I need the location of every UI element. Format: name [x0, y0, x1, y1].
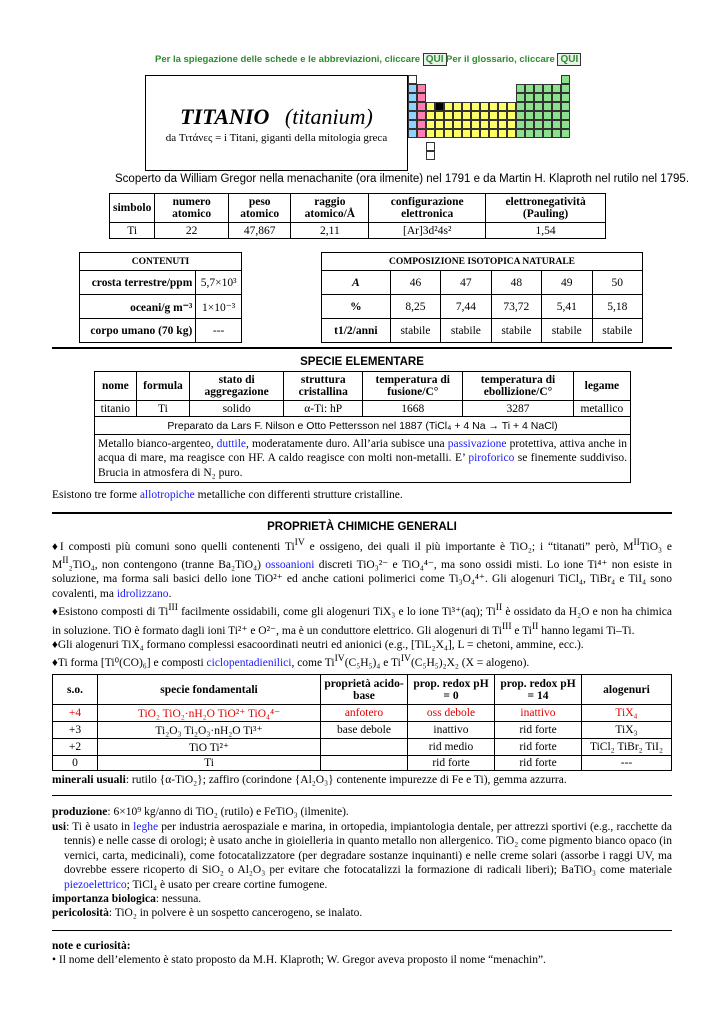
- pt-cell: [534, 102, 543, 111]
- pt-cell: [507, 129, 516, 138]
- pt-cell: [426, 102, 435, 111]
- pt-cell: [471, 111, 480, 120]
- pt-cell: [480, 102, 489, 111]
- species-prep: Preparato da Lars F. Nilson e Otto Pettersson nel 1887 (TiCl₄ + 4 Na → Ti + 4 NaCl): [95, 417, 631, 435]
- sup-iv-3: IV: [400, 653, 411, 665]
- pt-cell: [552, 111, 561, 120]
- element-latin-name: (titanium): [284, 104, 373, 129]
- pt-cell: [444, 120, 453, 129]
- desc-text-d: se finemente suddiviso. Brucia in atmosfera di N₂ puro.: [98, 452, 628, 479]
- chem-p1: ♦I composti più comuni sono quelli contenenti $Ti^{IV}$ e ossigeno, dei quali il più importante è TiO₂; i “titanati” però, $M^{II}TiO_3$ e $M^{II}_2TiO_4$, non contengono (tranne Ba₂TiO₄) ossoanioni discreti TiO₃²⁻ e TiO₄⁴⁻, ma sono ossidi misti. Lo ione Ti⁴⁺ non esiste in soluzione, ma forma sali basici dello ione TiO²⁺ ed anche cationi polimerici come Ti₃O₄⁴⁺. Gli alogenuri TiCl₄, TiBr₄ e TiI₄ sono covalenti, ma idrolizzano.: [52, 537, 672, 600]
- th-bond: legame: [573, 372, 630, 401]
- ox-row-0-species: TiO₂ TiO₂·nH₂O TiO²⁺ TiO₄⁴⁻: [98, 705, 321, 722]
- pt-cell: [453, 102, 462, 111]
- iso-mass-50: 50: [592, 271, 643, 295]
- th-halides: alogenuri: [582, 675, 672, 705]
- th-boiling: temperatura di ebollizione/C°: [463, 372, 574, 401]
- sup-ii-2: II: [62, 555, 69, 567]
- uses-c: ; TiCl₄ è usato per creare cortine fumogene.: [126, 878, 328, 891]
- chem-p4b: , come Ti: [291, 656, 335, 669]
- pt-cell: [489, 111, 498, 120]
- th-electron-config: configurazione elettronica: [369, 194, 486, 223]
- divider-3: [52, 795, 672, 796]
- iso-pct-50: 5,18: [592, 295, 643, 319]
- ox-row-1-species: Ti₂O₃ Ti₂O₃·nH₂O Ti³⁺: [98, 722, 321, 739]
- sup-iv-2: IV: [334, 653, 345, 665]
- link-piroforico[interactable]: piroforico: [468, 452, 515, 465]
- sup-ii: II: [633, 537, 640, 548]
- allotropes-text: [52, 488, 403, 502]
- pt-cell: [489, 120, 498, 129]
- th-melting: temperatura di fusione/C°: [363, 372, 463, 401]
- chem-p1e: discreti TiO₃²⁻ e TiO₄⁴⁻, ma sono ossidi misti. Lo ione Ti⁴⁺ non esiste in soluzione, ma forma sali basici dello ione TiO²⁺ ed anche cationi polimerici come Ti₃O₄⁴⁺. Gli alogenuri TiCl₄, TiBr₄ e TiI₄ sono covalenti, ma: [52, 559, 672, 600]
- iso-halflife-49: stabile: [542, 319, 592, 343]
- header-right-text: Per il glossario, cliccare: [446, 54, 555, 65]
- species-state: solido: [190, 401, 284, 417]
- pt-cell: [489, 102, 498, 111]
- divider-4: [52, 930, 672, 931]
- pt-cell: [543, 84, 552, 93]
- pt-cell: [552, 93, 561, 102]
- th-name: nome: [95, 372, 137, 401]
- contents-crust-label: crosta terrestre/ppm: [80, 271, 196, 295]
- allotropes-b: metalliche con differenti strutture cristalline.: [197, 489, 403, 501]
- danger-text: [52, 906, 672, 920]
- ox-row-0-redox14: inattivo: [495, 705, 582, 722]
- pt-cell: [444, 111, 453, 120]
- link-leghe[interactable]: leghe: [133, 821, 159, 833]
- pt-cell: [417, 84, 426, 93]
- th-symbol: simbolo: [110, 194, 155, 223]
- pt-cell: [417, 102, 426, 111]
- pt-cell: [444, 129, 453, 138]
- pt-cell: [462, 129, 471, 138]
- chem-p1c: TiO₃ e M: [52, 540, 672, 572]
- ox-row-2-acid: [321, 739, 408, 756]
- pt-cell: [498, 120, 507, 129]
- species-melting: 1668: [363, 401, 463, 417]
- atomic-radius-value: 2,11: [291, 223, 369, 239]
- ox-row-3-state: 0: [53, 756, 98, 771]
- th-atomic-radius: raggio atomico/Å: [291, 194, 369, 223]
- isotopes-title: COMPOSIZIONE ISOTOPICA NATURALE: [322, 253, 643, 271]
- pt-cell: [435, 120, 444, 129]
- th-species: specie fondamentali: [98, 675, 321, 705]
- minerals-value: : rutilo {α-TiO₂}; zaffiro (corindone {Al₂O₃} contenente impurezze di Fe e Ti), gemma azzurra.: [125, 774, 567, 786]
- bio-label: importanza biologica: [52, 893, 156, 905]
- desc-text-a: Metallo bianco-argenteo,: [98, 438, 214, 450]
- pt-cell: [561, 93, 570, 102]
- notes-section: [52, 939, 672, 968]
- ox-row-2-redox14: rid forte: [495, 739, 582, 756]
- minerals-text: [52, 773, 672, 787]
- ox-row-1-redox0: inattivo: [408, 722, 495, 739]
- link-ciclopentadienilici[interactable]: ciclopentadienilici: [206, 656, 292, 669]
- chem-p4d: (C₅H₅)₂X₂ (X = alogeno).: [410, 656, 530, 669]
- pt-cell: [561, 102, 570, 111]
- pt-cell: [543, 120, 552, 129]
- electron-config-value: [Ar]3d²4s²: [369, 223, 486, 239]
- chem-p2a: ♦Esistono composti di Ti: [52, 606, 169, 619]
- pt-cell: [417, 120, 426, 129]
- iso-pct-label: %: [322, 295, 391, 319]
- pt-cell: [426, 129, 435, 138]
- iso-pct-46: 8,25: [390, 295, 440, 319]
- desc-text-b: , moderatamente duro. All’aria subisce una: [246, 438, 445, 450]
- species-title: SPECIE ELEMENTARE: [300, 356, 424, 368]
- qui-button-right[interactable]: QUI: [557, 53, 581, 66]
- iso-halflife-47: stabile: [441, 319, 491, 343]
- th-structure: struttura cristallina: [284, 372, 363, 401]
- pt-cell: [435, 111, 444, 120]
- pt-cell: [453, 120, 462, 129]
- pt-cell: [453, 129, 462, 138]
- chem-text: [52, 536, 672, 670]
- th-atomic-number: numero atomico: [155, 194, 229, 223]
- ox-row-1-halides: TiX₃: [582, 722, 672, 739]
- contents-title: CONTENUTI: [80, 253, 242, 271]
- atomic-number-value: 22: [155, 223, 229, 239]
- chem-p3: ♦Gli alogenuri TiX₄ formano complessi esacoordinati neutri ed anionici (e.g., [TiL₂X₄], L = chetoni, ammine, ecc.).: [52, 638, 584, 651]
- pt-cell: [525, 129, 534, 138]
- atomic-weight-value: 47,867: [228, 223, 291, 239]
- ox-row-1-acid: base debole: [321, 722, 408, 739]
- pt-cell: [552, 129, 561, 138]
- contents-ocean-label: oceani/g m⁻³: [80, 295, 196, 319]
- isotopes-table: [321, 252, 643, 343]
- pt-cell: [498, 129, 507, 138]
- pt-cell: [408, 75, 417, 84]
- iso-pct-48: 73,72: [491, 295, 541, 319]
- pt-cell: [552, 120, 561, 129]
- link-passivazione[interactable]: passivazione: [447, 438, 507, 450]
- pt-cell: [543, 102, 552, 111]
- divider-1: [52, 347, 672, 349]
- element-name: TITANIO: [180, 104, 270, 129]
- pt-cell: [534, 120, 543, 129]
- chem-p2b: facilmente ossidabili, come gli alogenuri TiX₃ e lo ione Ti³⁺(aq); Ti: [177, 606, 496, 619]
- pt-cell: [561, 84, 570, 93]
- th-ox-state: s.o.: [53, 675, 98, 705]
- link-piezoelettrico[interactable]: piezoelettrico: [64, 878, 127, 891]
- ox-row-0-state: +4: [53, 705, 98, 722]
- chem-title: PROPRIETÀ CHIMICHE GENERALI: [267, 521, 457, 533]
- production-text: [52, 805, 672, 819]
- uses-b: per industria aerospaziale e marina, in ortopedia, impiantologia dentale, per attrezzi sportivi (e.g., racchette da tennis) e nelle casse di orologi; è usato anche in gioielleria in quanto metallo non allergenico. TiO₂ come pigmento bianco opaco (in vernici, carta, medicinali), come fotocatalizzatore (per degradare sostanze inquinanti) e nelle creme solari (assorbe i raggi UV, ma dovrebbe essere ricoperto di SiO₂ o Al₂O₃ per evitare che fotocatalizzi la formazione di radicali liberi); BaTiO₃ come materiale: [64, 821, 672, 877]
- th-electronegativity: elettronegatività (Pauling): [486, 194, 606, 223]
- species-description: [95, 435, 631, 483]
- contents-crust-value: 5,7×10³: [196, 271, 242, 295]
- pt-cell: [462, 111, 471, 120]
- contents-ocean-value: 1×10⁻³: [196, 295, 242, 319]
- oxidation-table: [52, 674, 672, 771]
- symbol-value: Ti: [110, 223, 155, 239]
- periodic-table-mini[interactable]: [408, 75, 573, 171]
- notes-item: • Il nome dell’elemento è stato proposto da M.H. Klaproth; W. Gregor aveva proposto il nome “menachin”.: [52, 954, 546, 967]
- ox-row-3-redox14: rid forte: [495, 756, 582, 771]
- production-label: produzione: [52, 806, 108, 818]
- pt-cell: [408, 120, 417, 129]
- th-state: stato di aggregazione: [190, 372, 284, 401]
- species-bond: metallico: [573, 401, 630, 417]
- iso-halflife-46: stabile: [390, 319, 440, 343]
- pt-cell: [516, 120, 525, 129]
- ox-row-1-state: +3: [53, 722, 98, 739]
- sup-ii-3: II: [495, 602, 503, 614]
- iso-mass-label: A: [322, 271, 391, 295]
- ox-row-0-halides: TiX₄: [582, 705, 672, 722]
- chem-p4a: ♦Ti forma [Ti⁰(CO)₆] e composti: [52, 656, 204, 669]
- discovery-text: Scoperto da William Gregor nella menachanite (ora ilmenite) nel 1791 e da Martin H. Klaproth nel rutilo nel 1795.: [115, 173, 690, 185]
- pt-fblock-marker: [426, 142, 435, 151]
- link-ossoanioni[interactable]: ossoanioni: [265, 559, 315, 572]
- pt-cell: [516, 111, 525, 120]
- pt-cell: [471, 129, 480, 138]
- chem-p1a: ♦I composti più comuni sono quelli contenenti Ti: [52, 540, 295, 553]
- ox-row-3-halides: ---: [582, 756, 672, 771]
- ox-row-1-redox14: rid forte: [495, 722, 582, 739]
- pt-cell: [507, 111, 516, 120]
- pt-cell: [534, 129, 543, 138]
- pt-cell: [534, 111, 543, 120]
- uses-label: usi: [52, 821, 67, 833]
- pt-cell: [426, 111, 435, 120]
- chem-p2d: e Ti: [511, 624, 532, 637]
- chem-p2c: è ossidato da H₂O e non ha chimica in soluzione. TiO è formato dagli ioni Ti²⁺ e O²⁻, ma è un conduttore elettrico. Gli alogenuri di Ti: [52, 606, 672, 637]
- pt-cell: [417, 93, 426, 102]
- chem-p4: [52, 652, 672, 670]
- pt-cell: [417, 129, 426, 138]
- species-boiling: 3287: [463, 401, 574, 417]
- divider-2: [52, 512, 672, 514]
- pt-cell: [516, 129, 525, 138]
- minerals-label: minerali usuali: [52, 774, 126, 786]
- pt-cell: [507, 120, 516, 129]
- pt-cell: [561, 75, 570, 84]
- iso-mass-49: 49: [542, 271, 592, 295]
- properties-table: [109, 193, 606, 239]
- iso-pct-47: 7,44: [441, 295, 491, 319]
- iso-mass-46: 46: [390, 271, 440, 295]
- iso-mass-47: 47: [441, 271, 491, 295]
- pt-cell: [498, 111, 507, 120]
- desc-text-c: protettiva, attiva anche in acqua di mare, ma reagisce con HF. A caldo reagisce con molti non-metalli. E’: [98, 438, 628, 465]
- iso-halflife-50: stabile: [592, 319, 643, 343]
- pt-cell: [489, 129, 498, 138]
- bio-text: [52, 892, 672, 906]
- pt-cell: [516, 102, 525, 111]
- ox-row-0-redox0: oss debole: [408, 705, 495, 722]
- pt-cell: [498, 102, 507, 111]
- link-allotropiche[interactable]: allotropiche: [139, 489, 195, 501]
- pt-cell: [543, 129, 552, 138]
- ox-row-0-acid: anfotero: [321, 705, 408, 722]
- iso-pct-49: 5,41: [542, 295, 592, 319]
- pt-cell: [552, 84, 561, 93]
- pt-cell: [462, 102, 471, 111]
- pt-cell: [453, 111, 462, 120]
- pt-cell: [543, 93, 552, 102]
- pt-cell: [561, 111, 570, 120]
- pt-cell: [408, 111, 417, 120]
- th-redox-14: prop. redox pH = 14: [495, 675, 582, 705]
- contents-body-label: corpo umano (70 kg): [80, 319, 196, 343]
- danger-label: pericolosità: [52, 907, 109, 919]
- pt-cell: [408, 129, 417, 138]
- pt-cell: [552, 102, 561, 111]
- contents-table: [79, 252, 242, 343]
- pt-cell: [525, 120, 534, 129]
- chem-p1b: e ossigeno, dei quali il più importante è TiO₂; i “titanati” però, M: [304, 540, 634, 553]
- header-left-text: Per la spiegazione delle schede e le abbreviazioni, cliccare: [155, 54, 421, 65]
- pt-cell: [525, 111, 534, 120]
- header-left-link[interactable]: [155, 53, 447, 66]
- etymology: da Τιτάνες = i Titani, giganti della mitologia greca: [165, 132, 388, 144]
- danger-value: : TiO₂ in polvere è un sospetto cancerogeno, se inalato.: [108, 907, 363, 919]
- chem-p4c: (C₅H₅)₄ e Ti: [344, 656, 401, 669]
- uses-text: [52, 820, 672, 892]
- chem-p2e: hanno legami Ti–Ti.: [538, 624, 635, 637]
- ox-row-2-state: +2: [53, 739, 98, 756]
- ox-row-3-acid: [321, 756, 408, 771]
- iso-halflife-48: stabile: [491, 319, 541, 343]
- link-duttile[interactable]: duttile: [216, 438, 247, 450]
- pt-cell: [480, 120, 489, 129]
- th-atomic-weight: peso atomico: [228, 194, 291, 223]
- ox-row-2-redox0: rid medio: [408, 739, 495, 756]
- pt-cell: [480, 111, 489, 120]
- ox-row-3-species: Ti: [98, 756, 321, 771]
- qui-button-left[interactable]: QUI: [423, 53, 447, 66]
- bio-value: : nessuna.: [155, 893, 202, 905]
- pt-cell: [426, 120, 435, 129]
- sup-ii-4: II: [531, 620, 539, 632]
- pt-cell: [543, 111, 552, 120]
- link-idrolizzano[interactable]: idrolizzano: [116, 587, 169, 600]
- ox-row-2-halides: TiCl₂ TiBr₂ TiI₂: [582, 739, 672, 756]
- pt-cell: [480, 129, 489, 138]
- species-formula: Ti: [136, 401, 189, 417]
- production-value: : 6×10⁹ kg/anno di TiO₂ (rutilo) e FeTiO₃ (ilmenite).: [107, 806, 349, 818]
- pt-cell: [561, 120, 570, 129]
- chem-p2: [52, 601, 672, 637]
- sup-iii: III: [168, 602, 178, 614]
- title-box: [145, 75, 408, 171]
- pt-cell: [417, 111, 426, 120]
- iso-halflife-label: t1/2/anni: [322, 319, 391, 343]
- th-formula: formula: [136, 372, 189, 401]
- pt-cell: [507, 102, 516, 111]
- ox-row-3-redox0: rid forte: [408, 756, 495, 771]
- sup-iii-2: III: [501, 620, 512, 632]
- pt-cell: [534, 93, 543, 102]
- pt-cell: [471, 120, 480, 129]
- contents-body-value: ---: [196, 319, 242, 343]
- pt-cell: [435, 129, 444, 138]
- species-table: [94, 371, 631, 483]
- pt-cell: [525, 102, 534, 111]
- pt-cell: [408, 102, 417, 111]
- pt-cell: [471, 102, 480, 111]
- uses-a: : Ti è usato in: [66, 821, 130, 833]
- pt-cell: [435, 102, 444, 111]
- chem-p1d: ₂TiO₄, non contengono (tranne Ba₂TiO₄): [68, 559, 261, 572]
- species-name: titanio: [95, 401, 137, 417]
- pt-cell: [561, 129, 570, 138]
- header-right-link[interactable]: [446, 53, 581, 66]
- pt-cell: [462, 120, 471, 129]
- pt-cell: [408, 93, 417, 102]
- allotropes-a: Esistono tre forme: [52, 489, 137, 501]
- th-acid-base: proprietà acido-base: [321, 675, 408, 705]
- pt-cell: [408, 84, 417, 93]
- iso-mass-48: 48: [491, 271, 541, 295]
- sup-iv: IV: [294, 537, 305, 548]
- pt-fblock-marker: [426, 151, 435, 160]
- notes-label: note e curiosità:: [52, 940, 131, 952]
- ox-row-2-species: TiO Ti²⁺: [98, 739, 321, 756]
- pt-cell: [516, 84, 525, 93]
- species-structure: α-Ti: hP: [284, 401, 363, 417]
- pt-cell: [534, 84, 543, 93]
- th-redox-0: prop. redox pH = 0: [408, 675, 495, 705]
- pt-cell: [444, 102, 453, 111]
- pt-cell: [525, 93, 534, 102]
- pt-cell: [516, 93, 525, 102]
- pt-cell: [525, 84, 534, 93]
- electronegativity-value: 1,54: [486, 223, 606, 239]
